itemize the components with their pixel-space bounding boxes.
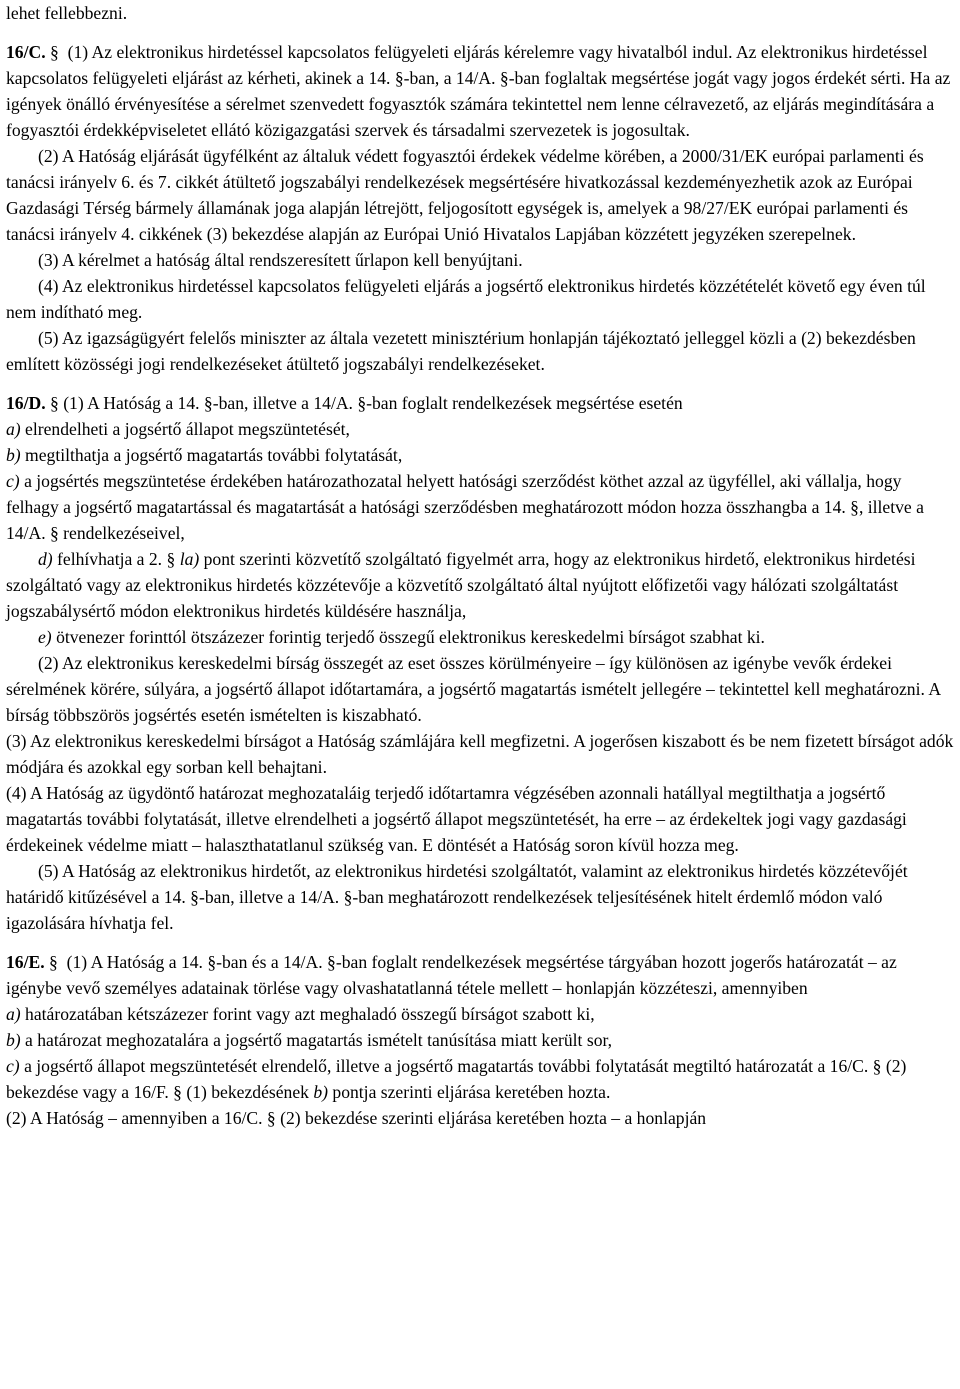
section-16d-paragraph-3: (3) Az elektronikus kereskedelmi bírságot a Hatóság számlájára kell megfizetni. A jogerősen kiszabott és be nem fizetett bírságot adók módjára és azokkal egy sorban kell behajtani. <box>6 731 954 777</box>
section-16e-point-a <box>6 1001 956 1027</box>
point-text: ötvenezer forinttól ötszázezer forintig terjedő összegű elektronikus kereskedelmi bírságot szabhat ki. <box>51 627 765 647</box>
section-label-16e: 16/E. <box>6 952 45 972</box>
text-line: lehet fellebbezni. <box>6 3 128 23</box>
section-16d-point-b <box>6 442 956 468</box>
document-page <box>6 0 956 1131</box>
section-16d-paragraph-5: (5) A Hatóság az elektronikus hirdetőt, az elektronikus hirdetési szolgáltatót, valamint az elektronikus hirdetés közzétevőjét határidő kitűzésével a 14. §-ban, illetve a 14/A. §-ban meghatározott rendelkezések teljesítésének hitelt érdemlő módon való igazolására hívhatja fel. <box>6 861 908 933</box>
point-text: pontja szerinti eljárása keretében hozta. <box>328 1082 611 1102</box>
point-text: megtilthatja a jogsértő magatartás további folytatását, <box>20 445 403 465</box>
point-text: pont szerinti közvetítő szolgáltató figyelmét arra, hogy az elektronikus hirdető, elektronikus hirdetési szolgáltató vagy az elektronikus hirdetés közzétevője a közvetítő szolgáltató által nyújtott előfizetői vagy hálózati szolgáltatást jogszabálysértő módon elektronikus hirdetés küldésére használja, <box>6 549 916 621</box>
section-16d-point-d <box>6 546 956 624</box>
paragraph-text: (1) A Hatóság a 14. §-ban és a 14/A. §-ban foglalt rendelkezések megsértése tárgyában hozott jogerős határozatát – az igénybe vevő személyes adatainak törlése vagy olvashatatlanná tétele mellett – honlapján közzéteszi, amennyiben <box>6 952 897 998</box>
section-16d-paragraph-4: (4) A Hatóság az ügydöntő határozat meghozataláig terjedő időtartamra végzésében azonnali hatállyal megtilthatja a jogsértő magatartás további folytatását, illetve elrendelheti a jogsértő állapot megszüntetését, ha erre – az érdekeltek jogi vagy gazdasági érdekeinek védelme miatt – halaszthatatlanul szükség van. E döntését a Hatóság soron kívül hozza meg. <box>6 783 907 855</box>
point-reference: b) <box>313 1082 328 1102</box>
paragraph-text: (1) A Hatóság a 14. §-ban, illetve a 14/A. §-ban foglalt rendelkezések megsértése esetén <box>63 393 683 413</box>
section-sign: § <box>50 393 59 413</box>
point-marker: e) <box>38 627 52 647</box>
point-text: a határozat meghozatalára a jogsértő magatartás ismételt tanúsítása miatt került sor, <box>20 1030 613 1050</box>
point-marker: d) <box>38 549 53 569</box>
section-16c-paragraph-4: (4) Az elektronikus hirdetéssel kapcsolatos felügyeleti eljárás a jogsértő elektronikus hirdetés közzétételét követő egy éven túl nem indítható meg. <box>6 276 926 322</box>
section-16c-paragraph-5: (5) Az igazságügyért felelős miniszter az általa vezetett minisztérium honlapján tájékoztató jelleggel közli a (2) bekezdésben említett közösségi jogi rendelkezéseket átültető jogszabályi rendelkezéseket. <box>6 328 916 374</box>
section-16e-point-c <box>6 1053 956 1105</box>
section-16d-paragraph-1 <box>6 390 956 416</box>
section-sign: § <box>49 952 58 972</box>
paragraph-text: Ha az igények önálló érvényesítése a sérelmet szenvedett fogyasztók számára tekintettel nem lenne célravezető, az eljárás megindítására a fogyasztói érdekképviseletet ellátó közigazgatási szervek és társadalmi szervezetek is jogosultak. <box>6 68 951 140</box>
paragraph-text: (1) Az elektronikus hirdetéssel kapcsolatos felügyeleti eljárás kérelemre vagy hivatalból indul. Az elektronikus hirdetéssel kapcsolatos felügyeleti eljárást az kérheti, akinek a 14. §-ban, a 14/A. §-ban foglaltak megsértése jogát vagy jogos érdekét sérti. <box>6 42 928 88</box>
section-16c-paragraph-3: (3) A kérelmet a hatóság által rendszeresített űrlapon kell benyújtani. <box>38 250 523 270</box>
section-16d-paragraph-2: (2) Az elektronikus kereskedelmi bírság összegét az eset összes körülményeire – így különösen az igénybe vevők érdekei sérelmének körére, súlyára, a jogsértő állapot időtartamára, a jogsértő magatartás ismételt jellegére – tekintettel kell meghatározni. A bírság többszörös jogsértés esetén ismételten is kiszabható. <box>6 653 941 725</box>
point-marker: a) <box>6 419 21 439</box>
section-16c-paragraph-1 <box>6 39 956 143</box>
point-text: a jogsértés megszüntetése érdekében határozathozatal helyett hatósági szerződést köthet azzal az ügyféllel, aki vállalja, hogy felhagy a jogsértő magatartással és magatartását a hatósági szerződésben meghatározott módon hozza összhangba a 14. §, illetve a 14/A. § rendelkezéseivel, <box>6 471 924 543</box>
section-16d-point-c <box>6 468 956 546</box>
point-marker: a) <box>6 1004 21 1024</box>
point-marker: b) <box>6 1030 21 1050</box>
section-16e-point-b <box>6 1027 956 1053</box>
section-16c-paragraph-2: (2) A Hatóság eljárását ügyfélként az általuk védett fogyasztói érdekek védelme körében, a 2000/31/EK európai parlamenti és tanácsi irányelv 6. és 7. cikkét átültető jogszabályi rendelkezések megsértésére hivatkozással kezdeményezhetik azok az Európai Gazdasági Térség bármely államának joga alapján létrejött, feljogosított egységek is, amelyek a 98/27/EK európai parlamenti és tanácsi irányelv 4. cikkének (3) bekezdése alapján az Európai Unió Hivatalos Lapjában közzétett jegyzéken szerepelnek. <box>6 146 924 244</box>
section-16e-paragraph-1 <box>6 949 956 1001</box>
point-text: elrendelheti a jogsértő állapot megszüntetését, <box>20 419 350 439</box>
point-reference: la) <box>179 549 200 569</box>
point-text: a jogsértő állapot megszüntetését elrendelő, illetve a jogsértő magatartás további folytatását megtiltó határozatát a 16/C. § (2) bekezdése vagy a 16/F. § (1) bekezdésének <box>6 1056 907 1102</box>
point-text: felhívhatja a 2. § <box>52 549 180 569</box>
point-marker: b) <box>6 445 21 465</box>
section-16e-paragraph-2: (2) A Hatóság – amennyiben a 16/C. § (2) bekezdése szerinti eljárása keretében hozta – a honlapján <box>6 1108 707 1128</box>
point-marker: c) <box>6 471 20 491</box>
section-sign: § <box>50 42 59 62</box>
point-text: határozatában kétszázezer forint vagy azt meghaladó összegű bírságot szabott ki, <box>20 1004 595 1024</box>
section-16d-point-e <box>6 624 956 650</box>
section-label-16d: 16/D. <box>6 393 46 413</box>
section-label-16c: 16/C. <box>6 42 46 62</box>
point-marker: c) <box>6 1056 20 1076</box>
section-16d-point-a <box>6 416 956 442</box>
